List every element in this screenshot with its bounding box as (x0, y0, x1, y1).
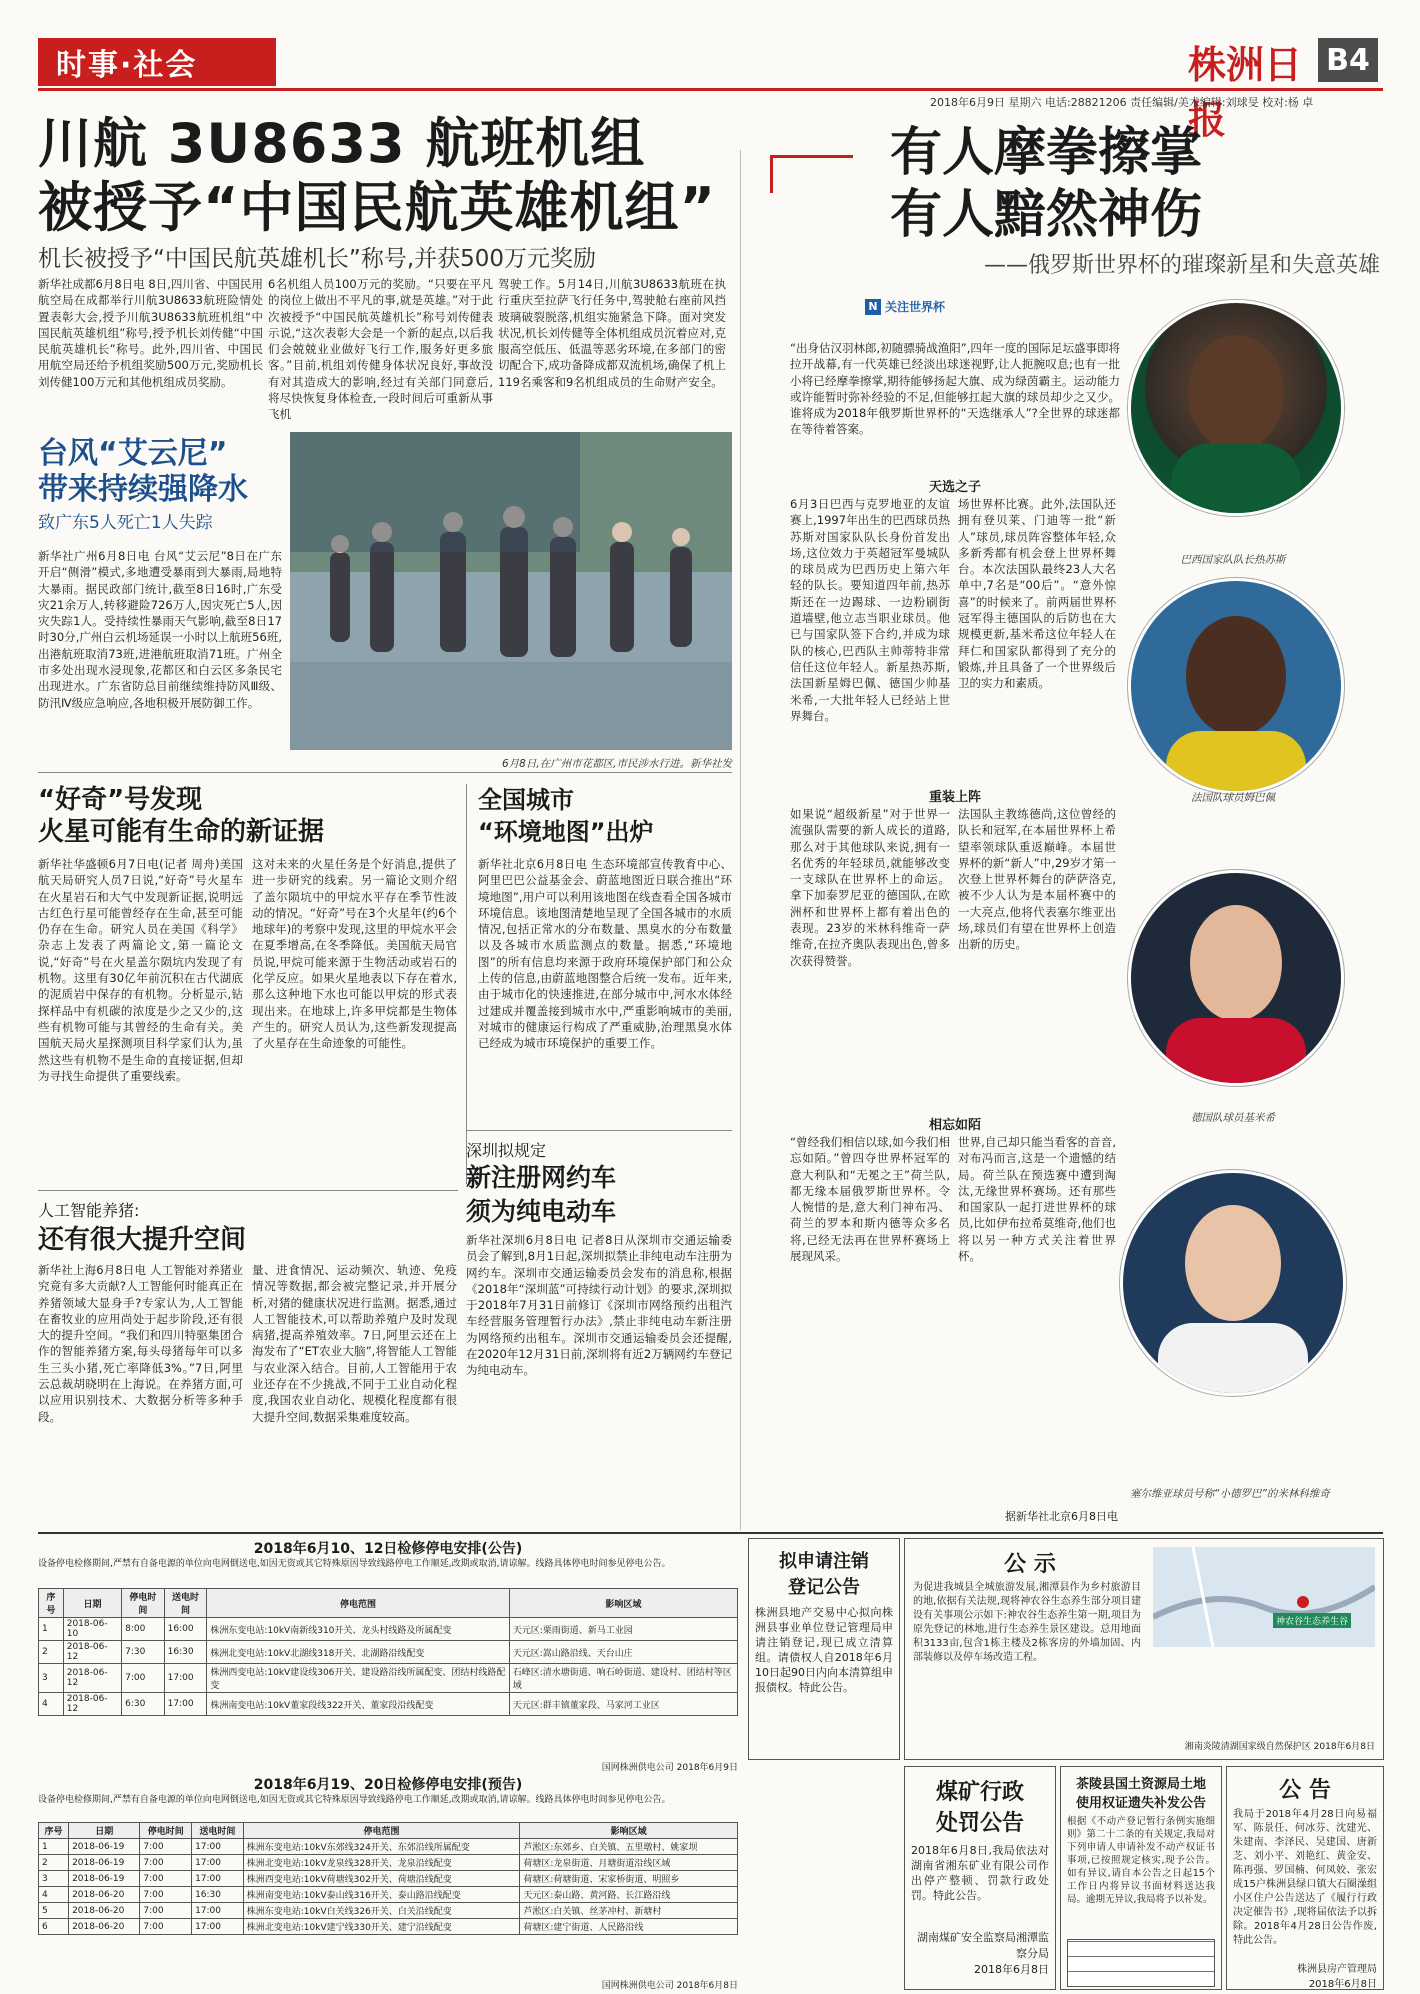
paper-logo: 株洲日报 (1188, 42, 1303, 142)
notice-land (1060, 1766, 1222, 1990)
table-cell: 7:00 (140, 1855, 192, 1871)
lead-col-3: 驾驶工作。5月14日,川航3U8633航班在执行重庆至拉萨飞行任务中,驾驶舱右座前风挡玻璃破裂脱落,机组实施紧急下降。面对突发状况,机长刘传健等全体机组成员沉着应对,克服高空低压、低温等恶劣环境,在多部门的密切配合下,成功备降成都双流机场,确保了机上119名乘客和9名机组成员的生命财产安全。 (498, 277, 726, 389)
table-cell: 3 (39, 1871, 69, 1887)
citymap-headline (478, 784, 728, 848)
table-cell: 2 (39, 1855, 69, 1871)
notice-right-date: 2018年6月8日 (1308, 1979, 1377, 1990)
typhoon-headline (38, 436, 368, 533)
notice-right (1226, 1766, 1384, 1990)
typhoon-subtitle: 致广东5人死亡1人失踪 (38, 513, 213, 533)
table-cell: 株洲北变电站:10kV北湖线318开关、北湖路沿线配变 (207, 1641, 509, 1664)
table-row (39, 1618, 738, 1641)
player-caption-4: 塞尔维亚球员号称“小德罗巴”的米林科维奇 (1130, 1488, 1330, 1500)
player-silhouette (1131, 581, 1341, 791)
table-row (39, 1919, 738, 1935)
ai-col-1: 新华社上海6月8日电 人工智能对养猪业究竟有多大贡献?人工智能何时能真正在养猪领域大显身手?专家认为,人工智能在畜牧业的应用尚处于起步阶段,还有很大的提升空间。“我们和四川特驱集团合作的智能养猪方案,每头母猪每年可以多生三头小猪,死亡率降低3%。”7日,阿里云总裁胡晓明在上海说。在养猪方面,可以应用识别技术、大数据分析等多种手段。 (38, 1263, 243, 1424)
table-row (39, 1641, 738, 1664)
table-cell: 2018-06-12 (63, 1693, 121, 1716)
decor-bracket (770, 155, 853, 193)
notice-coal-title-2: 处罚公告 (935, 1811, 1024, 1836)
divider (466, 784, 467, 1184)
notice-public-footer: 湘南炎陵清湖国家级自然保护区 2018年6月8日 (1184, 1742, 1375, 1752)
notice-coal-title-1: 煤矿行政 (935, 1780, 1024, 1805)
table-cell: 17:00 (192, 1839, 244, 1855)
table-cell: 芦淞区:白关镇、丝茅冲村、新塘村 (520, 1903, 738, 1919)
table-cell: 7:00 (140, 1919, 192, 1935)
player-photo-4 (1120, 1170, 1346, 1396)
table-cell: 6:30 (122, 1693, 165, 1716)
mars-col-2: 这对未来的火星任务是个好消息,提供了进一步研究的线索。另一篇论文则介绍了盖尔陨坑中的甲烷水平存在季节性波动的情况。“好奇”号在3个火星年(约6个地球年)的考察中发现,这里的甲烷水平会在夏季增高,在冬季降低。美国航天局官员说,甲烷可能来源于生物活动或岩石的化学反应。如果火星地表以下存在着水,那么这种地下水也可能以甲烷的形式表现出来。在地球上,许多甲烷都是生物体产生的。研究人员认为,这些新发现提高了火星存在生命迹象的可能性。 (252, 857, 457, 1051)
divider (740, 150, 741, 1530)
table-cell: 2018-06-19 (69, 1871, 140, 1887)
citymap-title-2: “环境地图”出炉 (478, 818, 654, 846)
table-cell: 株洲南变电站:10kV泰山线316开关、泰山路沿线配变 (243, 1887, 520, 1903)
player-caption-3: 德国队球员基米希 (1191, 1112, 1275, 1124)
table-cell: 株洲东变电站:10kV南新线310开关、龙头村线路及所属配变 (207, 1618, 509, 1641)
table-cell: 4 (39, 1693, 64, 1716)
n-logo-icon: N (865, 299, 881, 315)
ridehailing-body: 新华社深圳6月8日电 记者8日从深圳市交通运输委员会了解到,8月1日起,深圳拟禁止非纯电动车注册为网约车。深圳市交通运输委员会发布的消息称,根据《2018年“深圳蓝”可持续行动计划》的要求,深圳拟于2018年7月31日前修订《深圳市网络预约出租汽车经营服务管理暂行办法》,禁止非纯电动车新注册为网络预约出租车。深圳市交通运输委员会还提醒,在2020年12月31日前,深圳将有近2万辆网约车登记为纯电动车。 (466, 1233, 732, 1378)
col-header: 停电范围 (207, 1589, 509, 1618)
worldcup-subtitle: ——俄罗斯世界杯的璀璨新星和失意英雄 (983, 253, 1380, 278)
table-cell: 1 (39, 1618, 64, 1641)
table-cell: 16:30 (164, 1641, 207, 1664)
outage2-note: 设备停电检修期间,严禁有自备电源的单位向电网倒送电,如因无资或其它特殊原因导致线路停电工作顺延,改期或取消,请谅解。线路具体停电时间参见停电公告。 (38, 1795, 671, 1805)
divider (38, 772, 732, 773)
table-cell: 16:00 (164, 1618, 207, 1641)
notice-land-title-1: 茶陵县国土资源局土地 (1075, 1777, 1206, 1792)
table-cell: 17:00 (164, 1693, 207, 1716)
table-row (39, 1693, 738, 1716)
table-cell: 5 (39, 1903, 69, 1919)
divider (38, 1532, 1383, 1534)
notice-right-title: 公 告 (1279, 1778, 1331, 1803)
table-cell: 荷塘区:龙泉街道、月塘街道沿线区域 (520, 1855, 738, 1871)
divider (466, 1130, 732, 1131)
table-cell: 7:00 (140, 1903, 192, 1919)
table-cell: 荷塘区:建宁街道、人民路沿线 (520, 1919, 738, 1935)
outage2-title: 2018年6月19、20日检修停电安排(预告) (253, 1777, 523, 1793)
col-header: 影响区域 (520, 1823, 738, 1839)
table-cell: 株洲东变电站:10kV白关线326开关、白关沿线配变 (243, 1903, 520, 1919)
table-cell: 8:00 (122, 1618, 165, 1641)
table-cell: 2018-06-19 (69, 1855, 140, 1871)
typhoon-title-1: 台风“艾云尼” (38, 436, 228, 471)
outage2-table (38, 1822, 738, 1935)
table-cell: 7:30 (122, 1641, 165, 1664)
mars-title-2: 火星可能有生命的新证据 (38, 817, 325, 847)
table-cell: 株洲南变电站:10kV董家段线322开关、董家段沿线配变 (207, 1693, 509, 1716)
lead-headline-line1: 川航 3U8633 航班机组 (38, 112, 646, 175)
col-header: 送电时间 (192, 1823, 244, 1839)
notice-public-body: 为促进我城县全城旅游发展,湘潭县作为乡村旅游目的地,依据有关法规,现将神农谷生态养生部分项目建设有关事项公示如下:神农谷生态养生第一期,项目为原先登记的林地,进行生态养生景区建设。总用地面积3133亩,包含1栋主楼及2栋客房的外墙加固、内部装修以及停车场改造工程。 (913, 1582, 1141, 1663)
player-silhouette (1131, 873, 1341, 1083)
table-header-row (39, 1823, 738, 1839)
table-cell: 2 (39, 1641, 64, 1664)
worldcup-intro: “出身估汉羽林郎,初随骠骑战渔阳”,四年一度的国际足坛盛事即将拉开战幕,有一代英雄已经淡出球迷视野,让人扼腕叹息;也有一批小将已经摩拳擦掌,期待能够扬起大旗、成为绿茵霸主。运动能力或许能暂时弥补经验的不足,但能够扛起大旗的球员却少之又少。谁将成为2018年俄罗斯世界杯的“天选继承人”?全世界的球迷都在等待着答案。 (790, 341, 1120, 437)
table-cell: 17:00 (192, 1903, 244, 1919)
ridehailing-headline (466, 1138, 732, 1229)
lead-col-2: 6名机组人员100万元的奖励。“只要在平凡的岗位上做出不平凡的事,就是英雄。”对于此次被授予“中国民航英雄机长”称号刘传健表示说,“这次表彰大会是一个新的起点,以后我们会兢兢业业做好飞行工作,服务好更多旅客。”目前,机组刘传健身体状况良好,事故没有对其造成大的影响,经过有关部门同意后,将尽快恢复身体检查,一段时间后可重新从事飞机 (268, 277, 493, 422)
outage1-table (38, 1588, 738, 1716)
table-cell: 17:00 (164, 1664, 207, 1693)
map-label: 神农谷生态养生谷 (1273, 1613, 1351, 1628)
table-cell: 7:00 (140, 1887, 192, 1903)
table-cell: 天元区:嵩山路沿线、天台山庄 (509, 1641, 737, 1664)
table-cell: 2018-06-19 (69, 1839, 140, 1855)
worldcup-byline: 据新华社北京6月8日电 (1005, 1510, 1118, 1523)
lead-col-1: 新华社成都6月8日电 8日,四川省、中国民用航空局在成都举行川航3U8633航班险情处置表彰大会,授予川航3U8633航班机组“中国民航英雄机组”称号,授予机长刘传健“中国民航英雄机长”称号。此外,四川省、中国民用航空局还给予机组奖励500万元,奖励机长刘传健100万元和其他机组成员奖励。 (38, 277, 263, 389)
wc-sec1-col-b: 场世界杯比赛。此外,法国队还拥有登贝莱、门迪等一批“新人”球员,球员阵容整体年轻,众多新秀都有机会登上世界杯舞台。本次法国队最终23人大名单中,7名是“00后”。“意外惊喜”的时候来了。前两届世界杯冠军得主德国队的后防也在大规模更新,基米希这位年轻人在拜仁和国家队都得到了充分的锻炼,并且具备了一个世界级后卫的实力和素质。 (958, 497, 1116, 691)
col-header: 序号 (39, 1823, 69, 1839)
ai-kicker: 人工智能养猪: (38, 1201, 140, 1220)
mars-title-1: “好奇”号发现 (38, 785, 203, 815)
wc-sec1-head: 天选之子 (928, 480, 981, 495)
table-cell: 株洲北变电站:10kV建宁线330开关、建宁沿线配变 (243, 1919, 520, 1935)
col-header: 送电时间 (164, 1589, 207, 1618)
map-drawing (1153, 1547, 1375, 1647)
table-row (39, 1855, 738, 1871)
lead-subtitle: 机长被授予“中国民航英雄机长”称号,并获500万元奖励 (38, 246, 597, 272)
table-cell: 6 (39, 1919, 69, 1935)
wc-sec3-head: 相忘如陌 (928, 1118, 981, 1133)
worldcup-title-2: 有人黯然神伤 (890, 185, 1203, 245)
notice-logout-body: 株洲县地产交易中心拟向株洲县事业单位登记管理局申请注销登记,现已成立清算组。请债权人自2018年6月10日起90日内向本清算组申报债权。特此公告。 (755, 1606, 893, 1694)
ai-col-2: 量、进食情况、运动频次、轨迹、免疫情况等数据,都会被完整记录,并开展分析,对猪的健康状况进行监测。据悉,通过人工智能技术,可以帮助养殖户及时发现病猪,提高养殖效率。7日,阿里云还在上海发布了“ET农业大脑”,将智能人工智能与农业深入结合。目前,人工智能用于农业还存在不少挑战,不同于工业自动化程度,我国农业自动化、规模化程度都有很大提升空间,数据采集难度较高。 (252, 1263, 457, 1424)
table-cell: 2018-06-20 (69, 1919, 140, 1935)
table-cell: 7:00 (140, 1871, 192, 1887)
table-cell: 天元区:泰山路、黄河路、长江路沿线 (520, 1887, 738, 1903)
table-cell: 株洲东变电站:10kV东郊线324开关、东郊沿线所属配变 (243, 1839, 520, 1855)
page-number: B4 (1318, 38, 1378, 82)
notice-coal-body: 2018年6月8日,我局依法对湖南省湘东矿业有限公司作出停产整顿、罚款行政处罚。特此公告。 (911, 1844, 1049, 1902)
outage1-note: 设备停电检修期间,严禁有自备电源的单位向电网倒送电,如因无资或其它特殊原因导致线路停电工作顺延,改期或取消,请谅解。线路具体停电时间参见停电公告。 (38, 1559, 671, 1569)
table-cell: 荷塘区:荷塘街道、宋家桥街道、明照乡 (520, 1871, 738, 1887)
mars-headline (38, 784, 478, 848)
ridehailing-title-2: 须为纯电动车 (466, 1197, 617, 1226)
wc-sec3-col-a: “曾经我们相信以球,如今我们相忘如陌。”曾四夺世界杯冠军的意大利队和“无冕之王”荷兰队,都无缘本届俄罗斯世界杯。令人惋惜的是,意大利门神布冯、荷兰的罗本和斯内德等众多名将,已经无法再在世界杯赛场上展现风采。 (790, 1135, 950, 1264)
ai-title: 还有很大提升空间 (38, 1225, 247, 1255)
table-row (39, 1903, 738, 1919)
table-cell: 芦淞区:东郊乡、白关镇、五里墩村、姚家坝 (520, 1839, 738, 1855)
table-cell: 1 (39, 1839, 69, 1855)
ai-headline (38, 1198, 458, 1259)
notice-coal-date: 2018年6月8日 (974, 1963, 1049, 1976)
typhoon-body: 新华社广州6月8日电 台风“艾云尼”8日在广东开启“侧滑”模式,多地遭受暴雨到大暴雨,局地特大暴雨。据民政部门统计,截至8日16时,广东受灾21余万人,转移避险726万人,因灾死亡5人,因灾失踪1人。受持续性暴雨天气影响,截至8日17时30分,广州白云机场延误一小时以上航班56班,出港航班取消73班,进港航班取消71班。广州全市多处出现水浸现象,花都区和白云区多条民宅出现进水。广东省防总目前继续维持防风Ⅲ级、防汛Ⅳ级应急响应,各地积极开展防御工作。 (38, 549, 282, 710)
notice-logout-title-2: 登记公告 (788, 1577, 860, 1598)
notice-right-body: 我局于2018年4月28日向易福军、陈景任、何冰芬、沈建光、朱建南、李泽民、吴建国、唐新芝、刘小平、刘艳红、黄金安、陈再强、罗国楠、何凤姣、张宏成15户株洲县绿口镇大石圈澡组小区住户公告送达了《履行行政决定催告书》,现将届依法予以拆除。2018年4月28日公告作废,特此公告。 (1233, 1809, 1377, 1946)
col-header: 日期 (63, 1589, 121, 1618)
lead-headline (38, 112, 738, 240)
table-cell: 17:00 (192, 1919, 244, 1935)
location-map (1153, 1547, 1375, 1647)
table-row (39, 1839, 738, 1855)
table-cell: 天元区:群丰镇董家段、马家河工业区 (509, 1693, 737, 1716)
notice-land-body: 根据《不动产登记暂行条例实施细则》第二十二条的有关规定,我局对下列申请人申请补发不动产权证书事项,已按照规定核实,现予公告。如有异议,请自本公告之日起15个工作日内将异议书面材料送达我局。逾期无异议,我局将予以补发。 (1067, 1816, 1215, 1905)
table-cell: 3 (39, 1664, 64, 1693)
player-caption-2: 法国队球员姆巴佩 (1191, 792, 1275, 804)
wc-sec3-col-b: 世界,自己却只能当看客的音音,对布冯而言,这是一个遗憾的结局。荷兰队在预选赛中遭到淘汰,无缘世界杯赛场。还有那些和国家队一起打进世界杯的球员,比如伊布拉希莫维奇,他们也将以另一种方式关注着世界杯。 (958, 1135, 1116, 1264)
notice-logout (748, 1538, 900, 1760)
land-table (1067, 1939, 1215, 1987)
citymap-title-1: 全国城市 (478, 786, 574, 814)
col-header: 停电范围 (243, 1823, 520, 1839)
table-cell: 17:00 (192, 1871, 244, 1887)
wc-sec2-col-a: 如果说“超级新星”对于世界一流强队需要的新人成长的道路,那么对于其他球队来说,拥有一名优秀的年轻球员,就能够改变一支球队在世界杯上的命运。拿下加泰罗尼亚的德国队,在欧洲杯和世界杯上都有着出色的表现。23岁的米林科维奇一萨维奇,在拉齐奥队表现出色,曾多次获得赞誉。 (790, 807, 950, 968)
table-cell: 株洲西变电站:10kV荷塘线302开关、荷塘沿线配变 (243, 1871, 520, 1887)
divider (38, 1190, 458, 1191)
wc-sec2-col-b: 法国队主教练德尚,这位曾经的队长和冠军,在本届世界杯上希望率领球队重返巅峰。本届世界杯的新“新人”中,29岁才第一次登上世界杯舞台的萨萨洛克,被不少人认为是本届杯赛中的一大亮点,他将代表塞尔维亚出场,球员们有望在世界杯上创造出新的历史。 (958, 807, 1116, 952)
table-row (39, 1664, 738, 1693)
table-cell: 石峰区:清水塘街道、响石岭街道、建设村、团结村等区域 (509, 1664, 737, 1693)
column-tag (865, 298, 945, 315)
notice-public (904, 1538, 1384, 1760)
col-header: 序号 (39, 1589, 64, 1618)
player-silhouette (1123, 1173, 1343, 1393)
outage2-footer: 国网株洲供电公司 2018年6月8日 (601, 1981, 738, 1991)
column-tag-label: 关注世界杯 (885, 300, 946, 314)
notice-coal (904, 1766, 1056, 1990)
table-cell: 2018-06-12 (63, 1641, 121, 1664)
col-header: 停电时间 (122, 1589, 165, 1618)
ridehailing-kicker: 深圳拟规定 (466, 1141, 547, 1160)
wc-sec1-col-a: 6月3日巴西与克罗地亚的友谊赛上,1997年出生的巴西球员热苏斯对国家队队长身份首发出场,这位效力于英超冠军曼城队的球员成为巴西历史上第六年轻的队长。要知道四年前,热苏斯还在一边踢球、一边粉刷街道墙壁,他立志当职业球员。他已与国家队签下合约,并成为球队的核心,巴西队主帅蒂特非常信任这位年轻人。新星热苏斯,法国新星姆巴佩、德国少帅基米希,一大批年轻人已经站上世界舞台。 (790, 497, 950, 723)
player-silhouette (1131, 303, 1341, 513)
notice-coal-org: 湖南煤矿安全监察局湘潭监察分局 (917, 1931, 1049, 1960)
table-cell: 2018-06-20 (69, 1903, 140, 1919)
player-photo-1 (1128, 300, 1344, 516)
worldcup-headline (890, 122, 1370, 246)
table-row (39, 1887, 738, 1903)
notice-logout-title-1: 拟申请注销 (779, 1551, 869, 1572)
table-cell: 17:00 (192, 1855, 244, 1871)
col-header: 停电时间 (140, 1823, 192, 1839)
table-cell: 天元区:栗雨街道、新马工业园 (509, 1618, 737, 1641)
section-tag: 时事·社会 (38, 38, 276, 86)
mars-col-1: 新华社华盛顿6月7日电(记者 周舟)美国航天局研究人员7日说,“好奇”号火星车在火星岩石和大气中发现新证据,说明远古红色行星可能曾经存在生命,甚至可能仍存在生命。研究人员在美国《科学》杂志上发表了两篇论文,第一篇论文说,“好奇”号在火星盖尔陨坑内发现了有机物。这里有30亿年前沉积在古代湖底的泥质岩中保存的有机物。分析显示,钻探样品中有机碳的浓度是少之又少的,这些有机物可能与其曾经的生命有关。美国航天局火星探测项目科学家们认为,虽然这些有机物不是生命的直接证据,但却为寻找生命提供了重要线索。 (38, 857, 243, 1083)
table-cell: 株洲北变电站:10kV龙泉线328开关、龙泉沿线配变 (243, 1855, 520, 1871)
dateline: 2018年6月9日 星期六 电话:28821206 责任编辑/美术编辑:刘球旻 校对:杨 卓 (930, 96, 1314, 109)
outage1-title: 2018年6月10、12日检修停电安排(公告) (253, 1541, 523, 1557)
player-photo-2 (1128, 578, 1344, 794)
citymap-body: 新华社北京6月8日电 生态环境部宣传教育中心、阿里巴巴公益基金会、蔚蓝地图近日联合推出“环境地图”,用户可以利用该地图在线查看全国各城市环境信息。该地图清楚地呈现了全国各城市的水质情况,包括正常水的分布数量、黑臭水的分布数量以及各城市水质监测点的数量。据悉,“环境地图”的所有信息均来源于政府环境保护部门和公众上传的信息,由蔚蓝地图整合后统一发布。近年来,由于城市化的快速推进,在部分城市中,河水水体经过建成并覆盖接到城市水中,严重影响城市的美丽,对城市的健康运行构成了严重威胁,治理黑臭水体已经成为城市环境保护的重要工作。 (478, 857, 732, 1051)
table-cell: 16:30 (192, 1887, 244, 1903)
col-header: 日期 (69, 1823, 140, 1839)
table-cell: 2018-06-20 (69, 1887, 140, 1903)
notice-right-org: 株洲县房产管理局 (1297, 1964, 1377, 1975)
worldcup-title-1: 有人摩拳擦掌 (890, 123, 1203, 183)
ridehailing-title-1: 新注册网约车 (466, 1163, 617, 1192)
table-header-row (39, 1589, 738, 1618)
notice-public-title: 公 示 (1004, 1552, 1056, 1577)
table-cell: 7:00 (122, 1664, 165, 1693)
table-row (39, 1871, 738, 1887)
table-cell: 2018-06-10 (63, 1618, 121, 1641)
outage1-footer: 国网株洲供电公司 2018年6月9日 (601, 1763, 738, 1773)
table-cell: 7:00 (140, 1839, 192, 1855)
table-cell: 株洲西变电站:10kV建设线306开关、建设路沿线所属配变、团结村线路配变 (207, 1664, 509, 1693)
table-cell: 4 (39, 1887, 69, 1903)
player-caption-1: 巴西国家队队长热苏斯 (1180, 554, 1286, 566)
player-photo-3 (1128, 870, 1344, 1086)
typhoon-title-2: 带来持续强降水 (38, 472, 248, 507)
lead-headline-line2: 被授予“中国民航英雄机组” (38, 176, 716, 239)
table-cell: 2018-06-12 (63, 1664, 121, 1693)
header-rule (38, 88, 1383, 91)
notice-land-title-2: 使用权证遗失补发公告 (1075, 1796, 1206, 1811)
wc-sec2-head: 重装上阵 (928, 790, 981, 805)
col-header: 影响区域 (509, 1589, 737, 1618)
typhoon-photo-caption: 6月8日,在广州市花都区,市民涉水行进。新华社发 (501, 758, 732, 770)
